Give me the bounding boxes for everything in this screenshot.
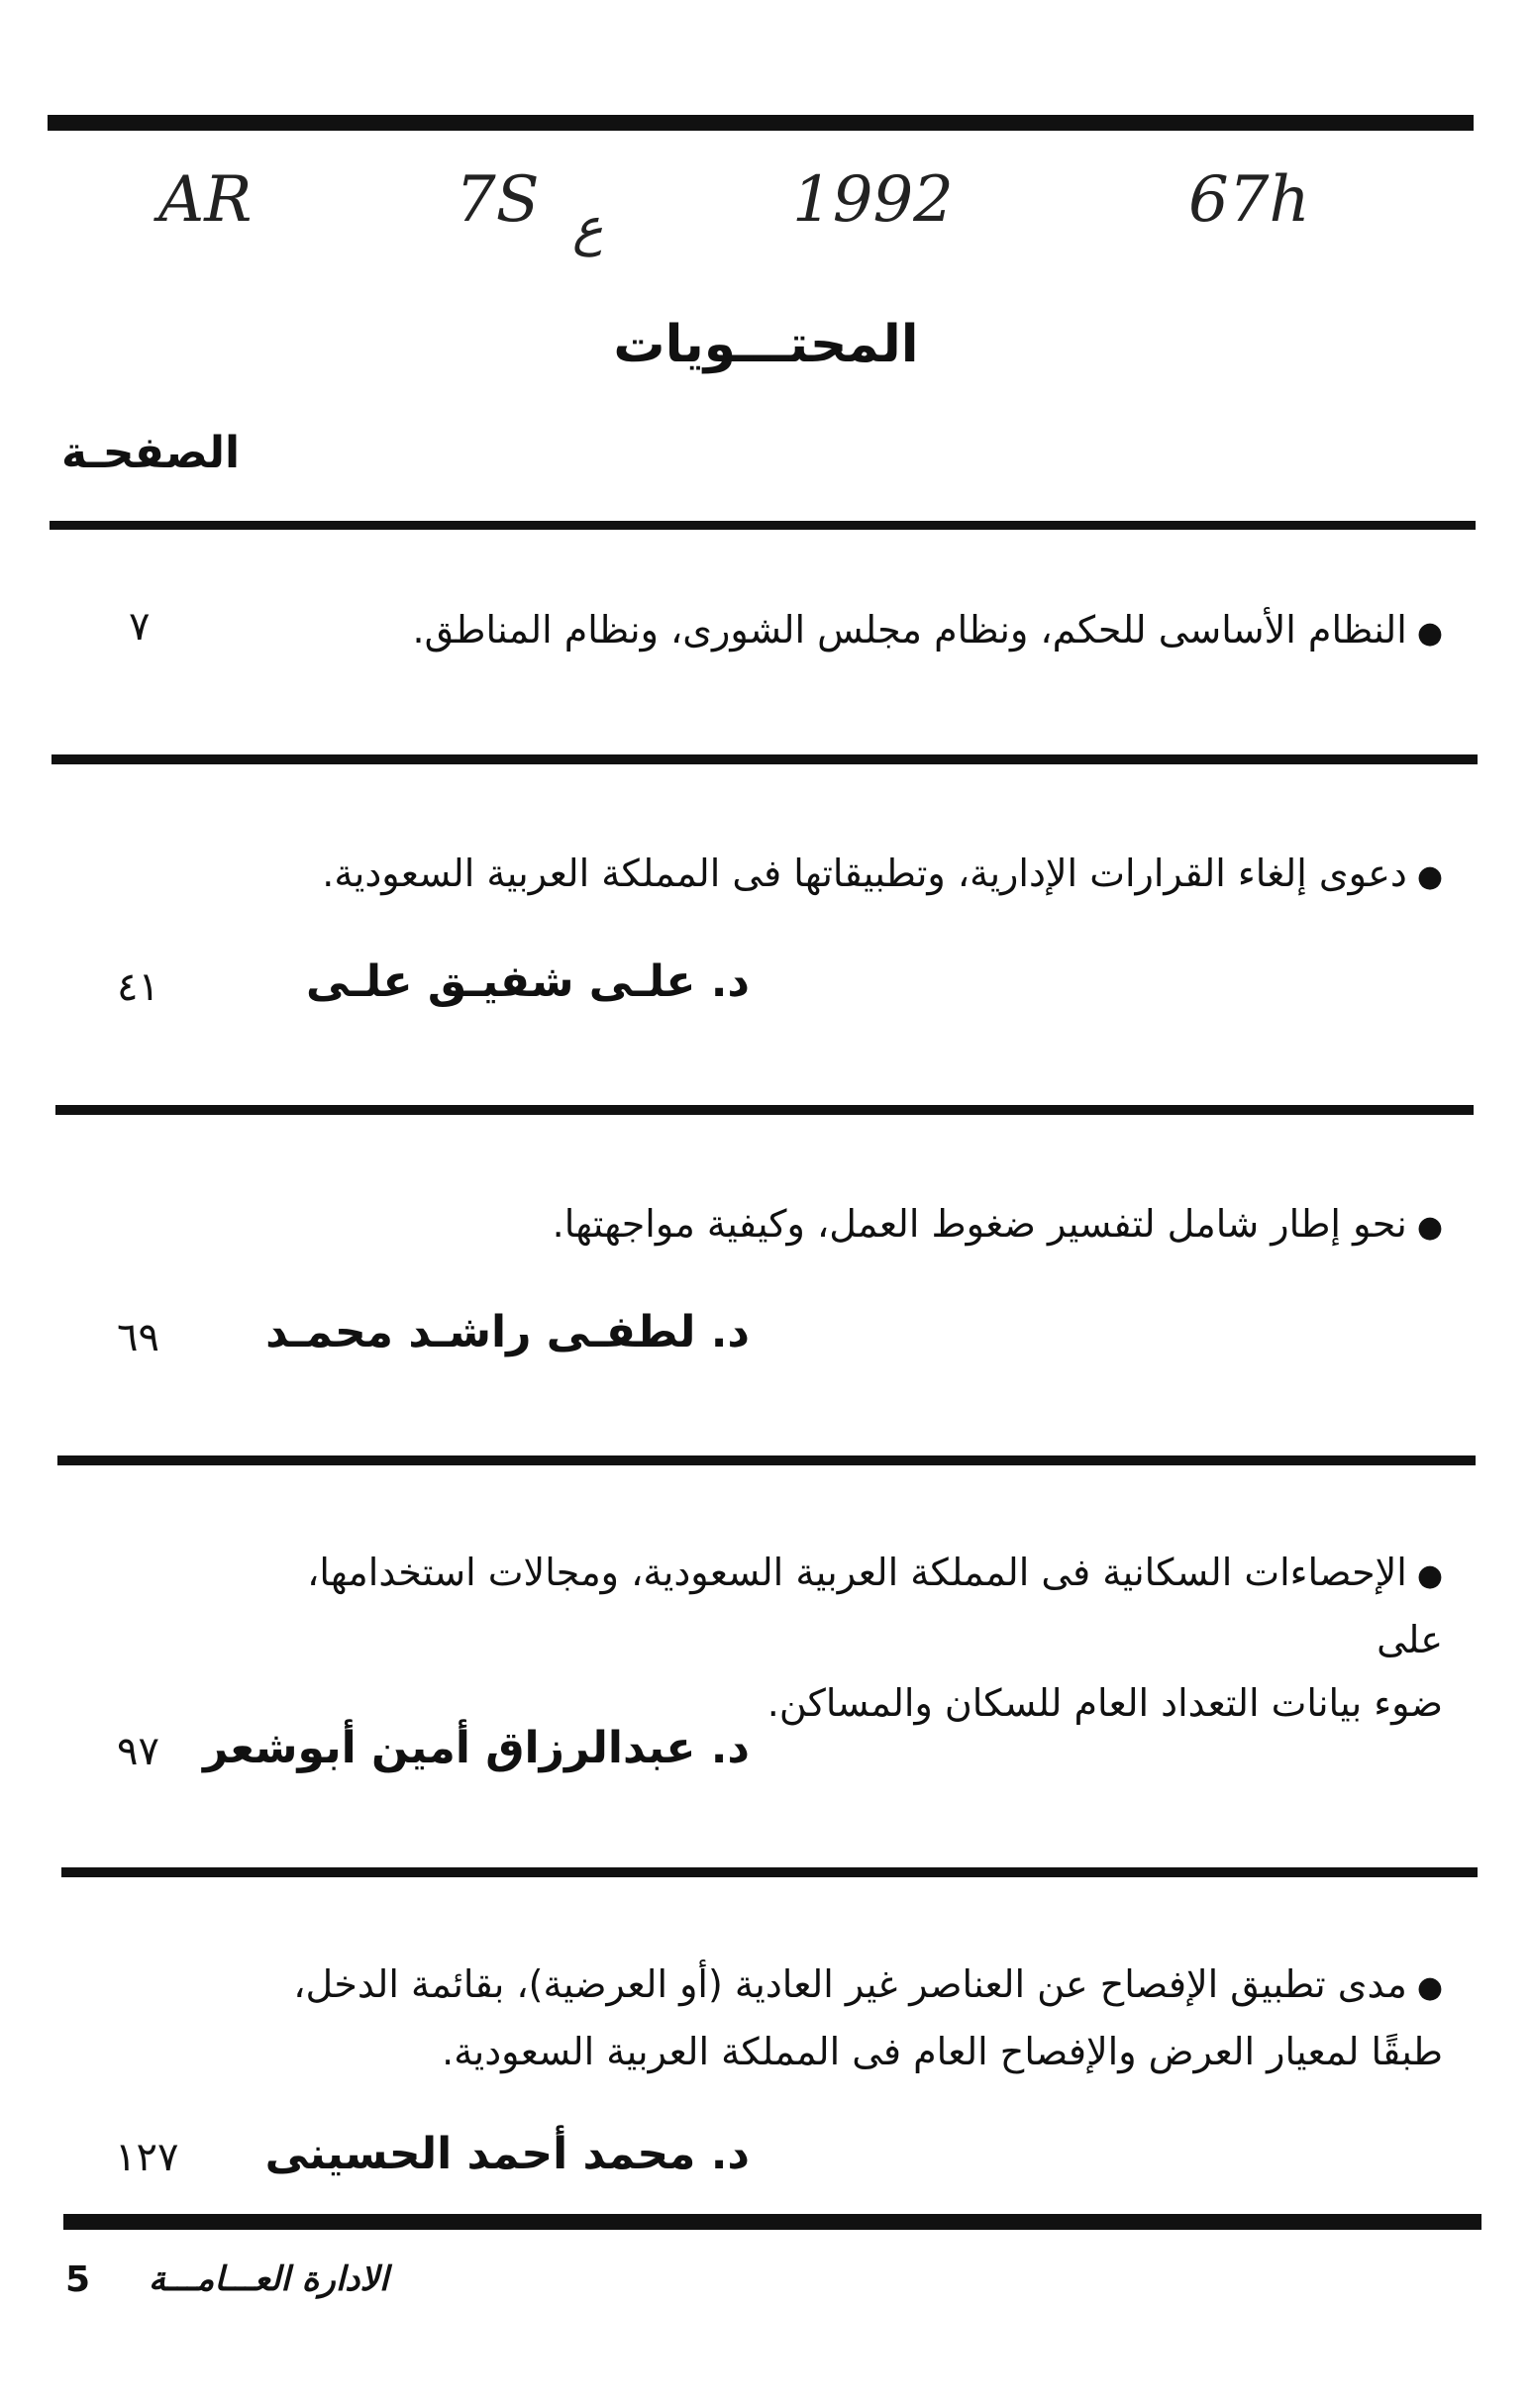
bullet-icon: ● <box>1416 1210 1443 1245</box>
toc-entry-4-title <box>264 1541 1443 1735</box>
toc-entry-2-page: ٤١ <box>117 964 159 1010</box>
top-rule <box>48 115 1474 131</box>
divider-rule-4 <box>61 1867 1478 1877</box>
handwritten-note-5: 67h <box>1188 163 1310 237</box>
toc-entry-5-title <box>264 1953 1443 2083</box>
footer-journal-title: الادارة العـــامـــة <box>149 2259 389 2299</box>
bullet-icon: ● <box>1416 1558 1443 1593</box>
toc-entry-4-author: د. عبدالرزاق أمين أبوشعر <box>203 1723 750 1773</box>
toc-entry-5-author: د. محمد أحمد الحسينى <box>264 2129 750 2179</box>
divider-rule-1 <box>51 754 1478 764</box>
footer-page-number: 5 <box>65 2259 91 2300</box>
header-rule <box>50 521 1476 530</box>
toc-entry-3-page: ٦٩ <box>117 1315 159 1360</box>
toc-entry-3-title: ●نحو إطار شامل لتفسير ضغوط العمل، وكيفية مواجهتها. <box>552 1202 1443 1246</box>
handwritten-note-4: 1992 <box>792 163 954 237</box>
toc-entry-4-title-line1: ●الإحصاءات السكانية فى المملكة العربية السعودية، ومجالات استخدامها، على <box>307 1551 1443 1661</box>
toc-entry-5-page: ١٢٧ <box>115 2135 179 2180</box>
handwritten-note-1: AR <box>158 163 253 237</box>
page-title: المحتـــويات <box>613 315 919 374</box>
bottom-rule <box>63 2214 1481 2230</box>
handwritten-note-2: 7S <box>456 163 540 237</box>
toc-entry-4-page: ٩٧ <box>117 1729 159 1774</box>
divider-rule-2 <box>55 1105 1474 1115</box>
handwritten-note-3: ع <box>572 198 604 257</box>
toc-entry-1-page: ٧ <box>129 604 151 650</box>
toc-entry-1-title: ●النظام الأساسى للحكم، ونظام مجلس الشورى، ونظام المناطق. <box>412 608 1443 652</box>
toc-entry-2-title: ●دعوى إلغاء القرارات الإدارية، وتطبيقاتها فى المملكة العربية السعودية. <box>322 852 1443 895</box>
toc-entry-5-title-line2: طبقًا لمعيار العرض والإفصاح العام فى المملكة العربية السعودية. <box>442 2030 1443 2073</box>
toc-entry-3-author: د. لطفـى راشـد محمـد <box>265 1307 750 1357</box>
toc-entry-5-title-line1: ●مدى تطبيق الإفصاح عن العناصر غير العادية (أو العرضية)، بقائمة الدخل، <box>293 1962 1443 2006</box>
bullet-icon: ● <box>1416 859 1443 894</box>
toc-entry-2-author: د. علـى شفيـق علـى <box>306 956 750 1007</box>
divider-rule-3 <box>57 1455 1476 1465</box>
page-column-label: الصفحـة <box>61 428 241 478</box>
bullet-icon: ● <box>1416 616 1443 651</box>
bullet-icon: ● <box>1416 1970 1443 2005</box>
toc-entry-4-title-line2: ضوء بيانات التعداد العام للسكان والمساكن. <box>766 1681 1443 1725</box>
